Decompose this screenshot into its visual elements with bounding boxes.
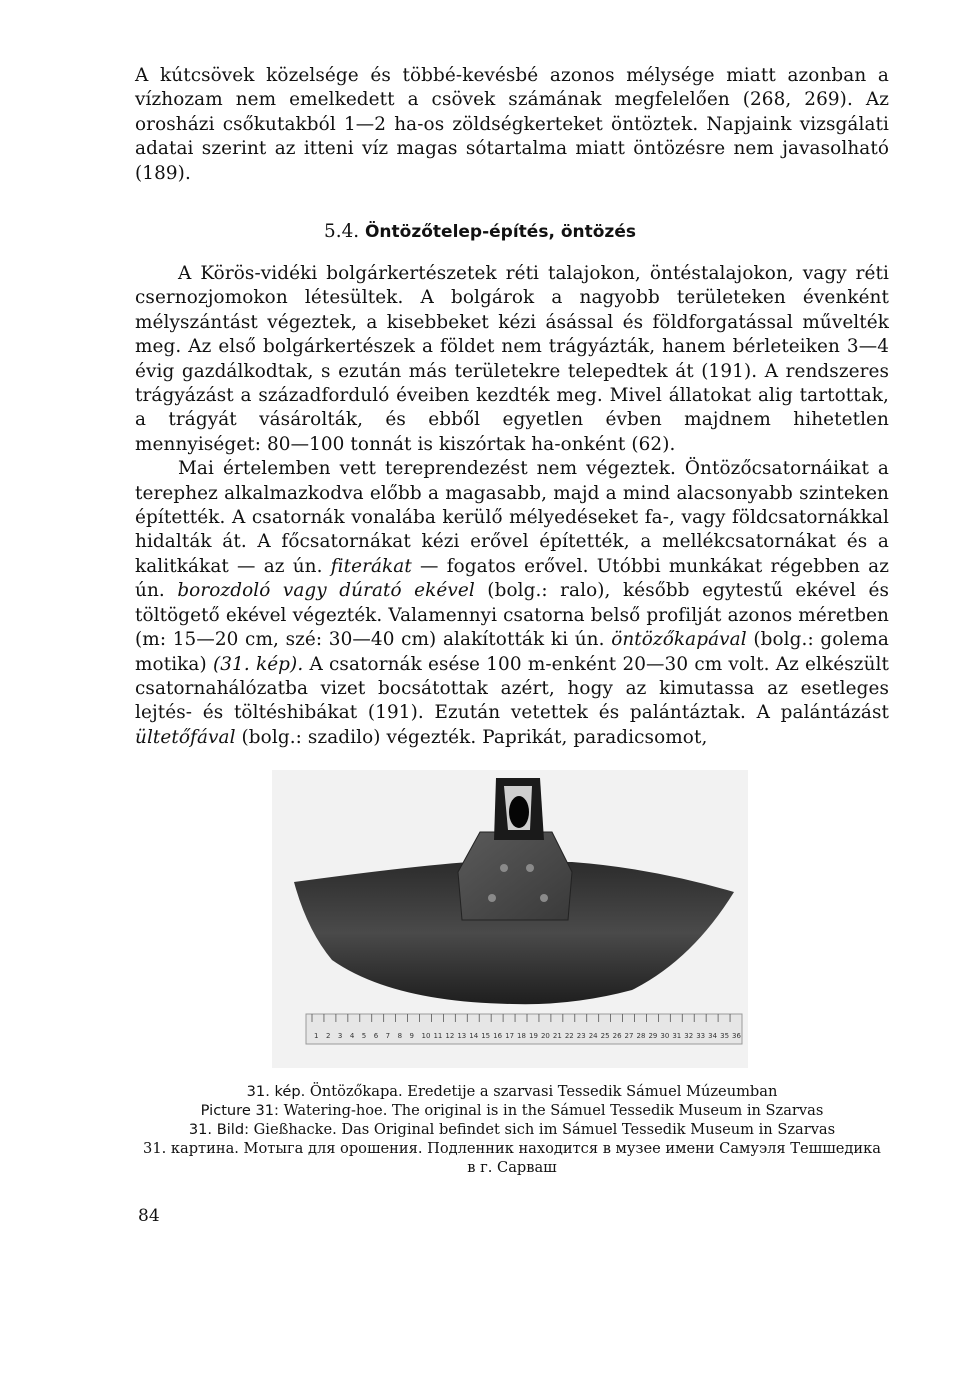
page-number: 84 bbox=[138, 1206, 160, 1226]
caption-hungarian-lead: 31. kép. bbox=[246, 1083, 306, 1100]
ruler-number: 25 bbox=[600, 1032, 610, 1040]
ruler-number: 12 bbox=[445, 1032, 455, 1040]
hoe-neck-plate bbox=[458, 832, 572, 920]
ruler-number: 28 bbox=[636, 1032, 646, 1040]
ruler-number: 14 bbox=[469, 1032, 479, 1040]
ruler-number: 30 bbox=[660, 1032, 670, 1040]
ruler-number: 22 bbox=[564, 1032, 574, 1040]
caption-hungarian bbox=[135, 1082, 889, 1101]
caption-english-text: Watering-hoe. The original is in the Sámuel Tessedik Museum in Szarvas bbox=[278, 1102, 824, 1119]
caption-german-text: Gießhacke. Das Original befindet sich im Sámuel Tessedik Museum in Szarvas bbox=[249, 1121, 836, 1138]
paragraph-2-text-b: — fogatos erővel. Utóbbi munkákat régebben az ún. bbox=[135, 555, 889, 602]
ruler-number: 7 bbox=[385, 1032, 391, 1040]
intro-paragraph: A kútcsövek közelsége és többé-kevésbé azonos mélysége miatt azonban a vízhozam nem emelkedett a csövek számának megfelelően (268, 269). Az orosházi csőkutakból 1—2 ha-os zöldségkerteket öntöztek. Napjaink vizsgálati adatai szerint az itteni víz magas sótartalma miatt öntözésre nem javasolható (189). bbox=[135, 65, 889, 184]
ruler-number: 18 bbox=[517, 1032, 526, 1040]
ruler-number: 5 bbox=[361, 1032, 367, 1040]
ruler-number: 33 bbox=[696, 1032, 706, 1040]
ruler-number: 17 bbox=[505, 1032, 515, 1040]
term-borozdolo: borozdoló vagy dúrató ekével bbox=[177, 580, 475, 602]
ruler-number: 8 bbox=[397, 1032, 403, 1040]
term-ontozokapa: öntözőkapával bbox=[611, 629, 747, 651]
ruler-number: 10 bbox=[421, 1032, 431, 1040]
term-fiterak: fiterákat bbox=[330, 555, 412, 577]
section-title: Öntözőtelep-építés, öntözés bbox=[364, 222, 636, 242]
ruler-number: 26 bbox=[612, 1032, 622, 1040]
caption-english-lead: Picture 31: bbox=[200, 1102, 279, 1119]
ruler-number: 6 bbox=[373, 1032, 379, 1040]
paragraph-2-text-d: (bolg.: golema motika) bbox=[135, 629, 889, 675]
ruler-number: 23 bbox=[576, 1032, 586, 1040]
ruler-number: 9 bbox=[409, 1032, 415, 1040]
paragraph-2-text-a: Mai értelemben vett tereprendezést nem végeztek. Öntözőcsatornáikat a terephez alkalmazkodva előbb a magasabb, majd a mind alacsonyabb szinteken építették. A csatornák vonalába kerülő mélyedéseket fa-, vagy földcsatornákkal hidalták át. A főcsatornákat kézi erővel építették, a mellékcsatornákat és a kalitkákat — az ún. bbox=[135, 458, 889, 577]
caption-hungarian-text: Öntözőkapa. Eredetije a szarvasi Tessedik Sámuel Múzeumban bbox=[305, 1083, 778, 1100]
ruler-number: 21 bbox=[552, 1032, 562, 1040]
ruler-number: 35 bbox=[720, 1032, 730, 1040]
figure-reference: (31. kép). bbox=[212, 653, 304, 675]
section-paragraph-1: A Körös-vidéki bolgárkertészetek réti talajokon, öntéstalajokon, vagy réti csernozjomokon létesültek. A bolgárok a nagyobb területeken évenként mélyszántást végeztek, a kisebbeket kézi ásással és földforgatással művelték meg. Az első bolgárkertészek a földet nem trágyázták, hanem bérleteiken 3—4 évig gazdálkodtak, s ezután más területekre telepedtek át (191). A rendszeres trágyázást a századforduló éveiben kezdték meg. Mivel állatokat alig tartottak, a trágyát vásárolták, és ebből egyetlen évben majdnem hihetetlen mennyiséget: 80—100 tonnát is kiszórtak ha-onként (62). bbox=[135, 263, 889, 455]
caption-english bbox=[135, 1101, 889, 1120]
ruler-number: 34 bbox=[708, 1032, 718, 1040]
ruler-number: 31 bbox=[672, 1032, 682, 1040]
section-heading bbox=[0, 220, 960, 244]
paragraph-2-text-c: (bolg.: ralo), később egytestű ekével és töltögető ekével végezték. Valamennyi csatorna belső profilját azonos méretben (m: 15—20 cm, szé: 30—40 cm) alakították ki ún. bbox=[135, 580, 890, 651]
ruler-number: 24 bbox=[588, 1032, 598, 1040]
ruler-number: 13 bbox=[457, 1032, 467, 1040]
ruler-number: 4 bbox=[349, 1032, 355, 1040]
ruler-number: 2 bbox=[325, 1032, 331, 1040]
ruler-number: 16 bbox=[493, 1032, 503, 1040]
ruler-number: 3 bbox=[337, 1032, 343, 1040]
ruler-number: 19 bbox=[529, 1032, 538, 1040]
ruler-number: 36 bbox=[732, 1032, 741, 1040]
hoe-illustration bbox=[272, 770, 748, 1068]
ruler-number: 1 bbox=[314, 1032, 319, 1040]
term-ultetofa: ültetőfával bbox=[135, 726, 236, 748]
section-number: 5.4. bbox=[324, 221, 360, 242]
caption-russian-line-2: в г. Сарваш bbox=[467, 1159, 557, 1176]
ruler-number: 27 bbox=[624, 1032, 634, 1040]
paragraph-2-text-f: (bolg.: szadilo) végezték. Paprikát, paradicsomot, bbox=[235, 726, 708, 748]
section-body bbox=[135, 262, 889, 750]
caption-russian-line-1: 31. картина. Мотыга для орошения. Подленник находится в музее имени Самуэля Тешшедика bbox=[143, 1140, 881, 1157]
ruler-number: 20 bbox=[540, 1032, 550, 1040]
figure-caption bbox=[135, 1082, 889, 1177]
ruler-number: 32 bbox=[684, 1032, 694, 1040]
ruler-number: 29 bbox=[648, 1032, 658, 1040]
caption-german bbox=[135, 1120, 889, 1139]
ruler-number: 11 bbox=[433, 1032, 443, 1040]
ruler-number: 15 bbox=[481, 1032, 491, 1040]
hoe-photograph bbox=[272, 770, 748, 1068]
section-paragraph-2 bbox=[135, 457, 889, 750]
paragraph-2-text-e: A csatornák esése 100 m-enként 20—30 cm volt. Az elkészült csatornahálózatba vizet bocsátottak azért, hogy az kimutassa az esetleges lejtés- és töltéshibákat (191). Ezután vetettek és palántáztak. A palántázást bbox=[135, 653, 889, 724]
caption-german-lead: 31. Bild: bbox=[188, 1121, 250, 1138]
